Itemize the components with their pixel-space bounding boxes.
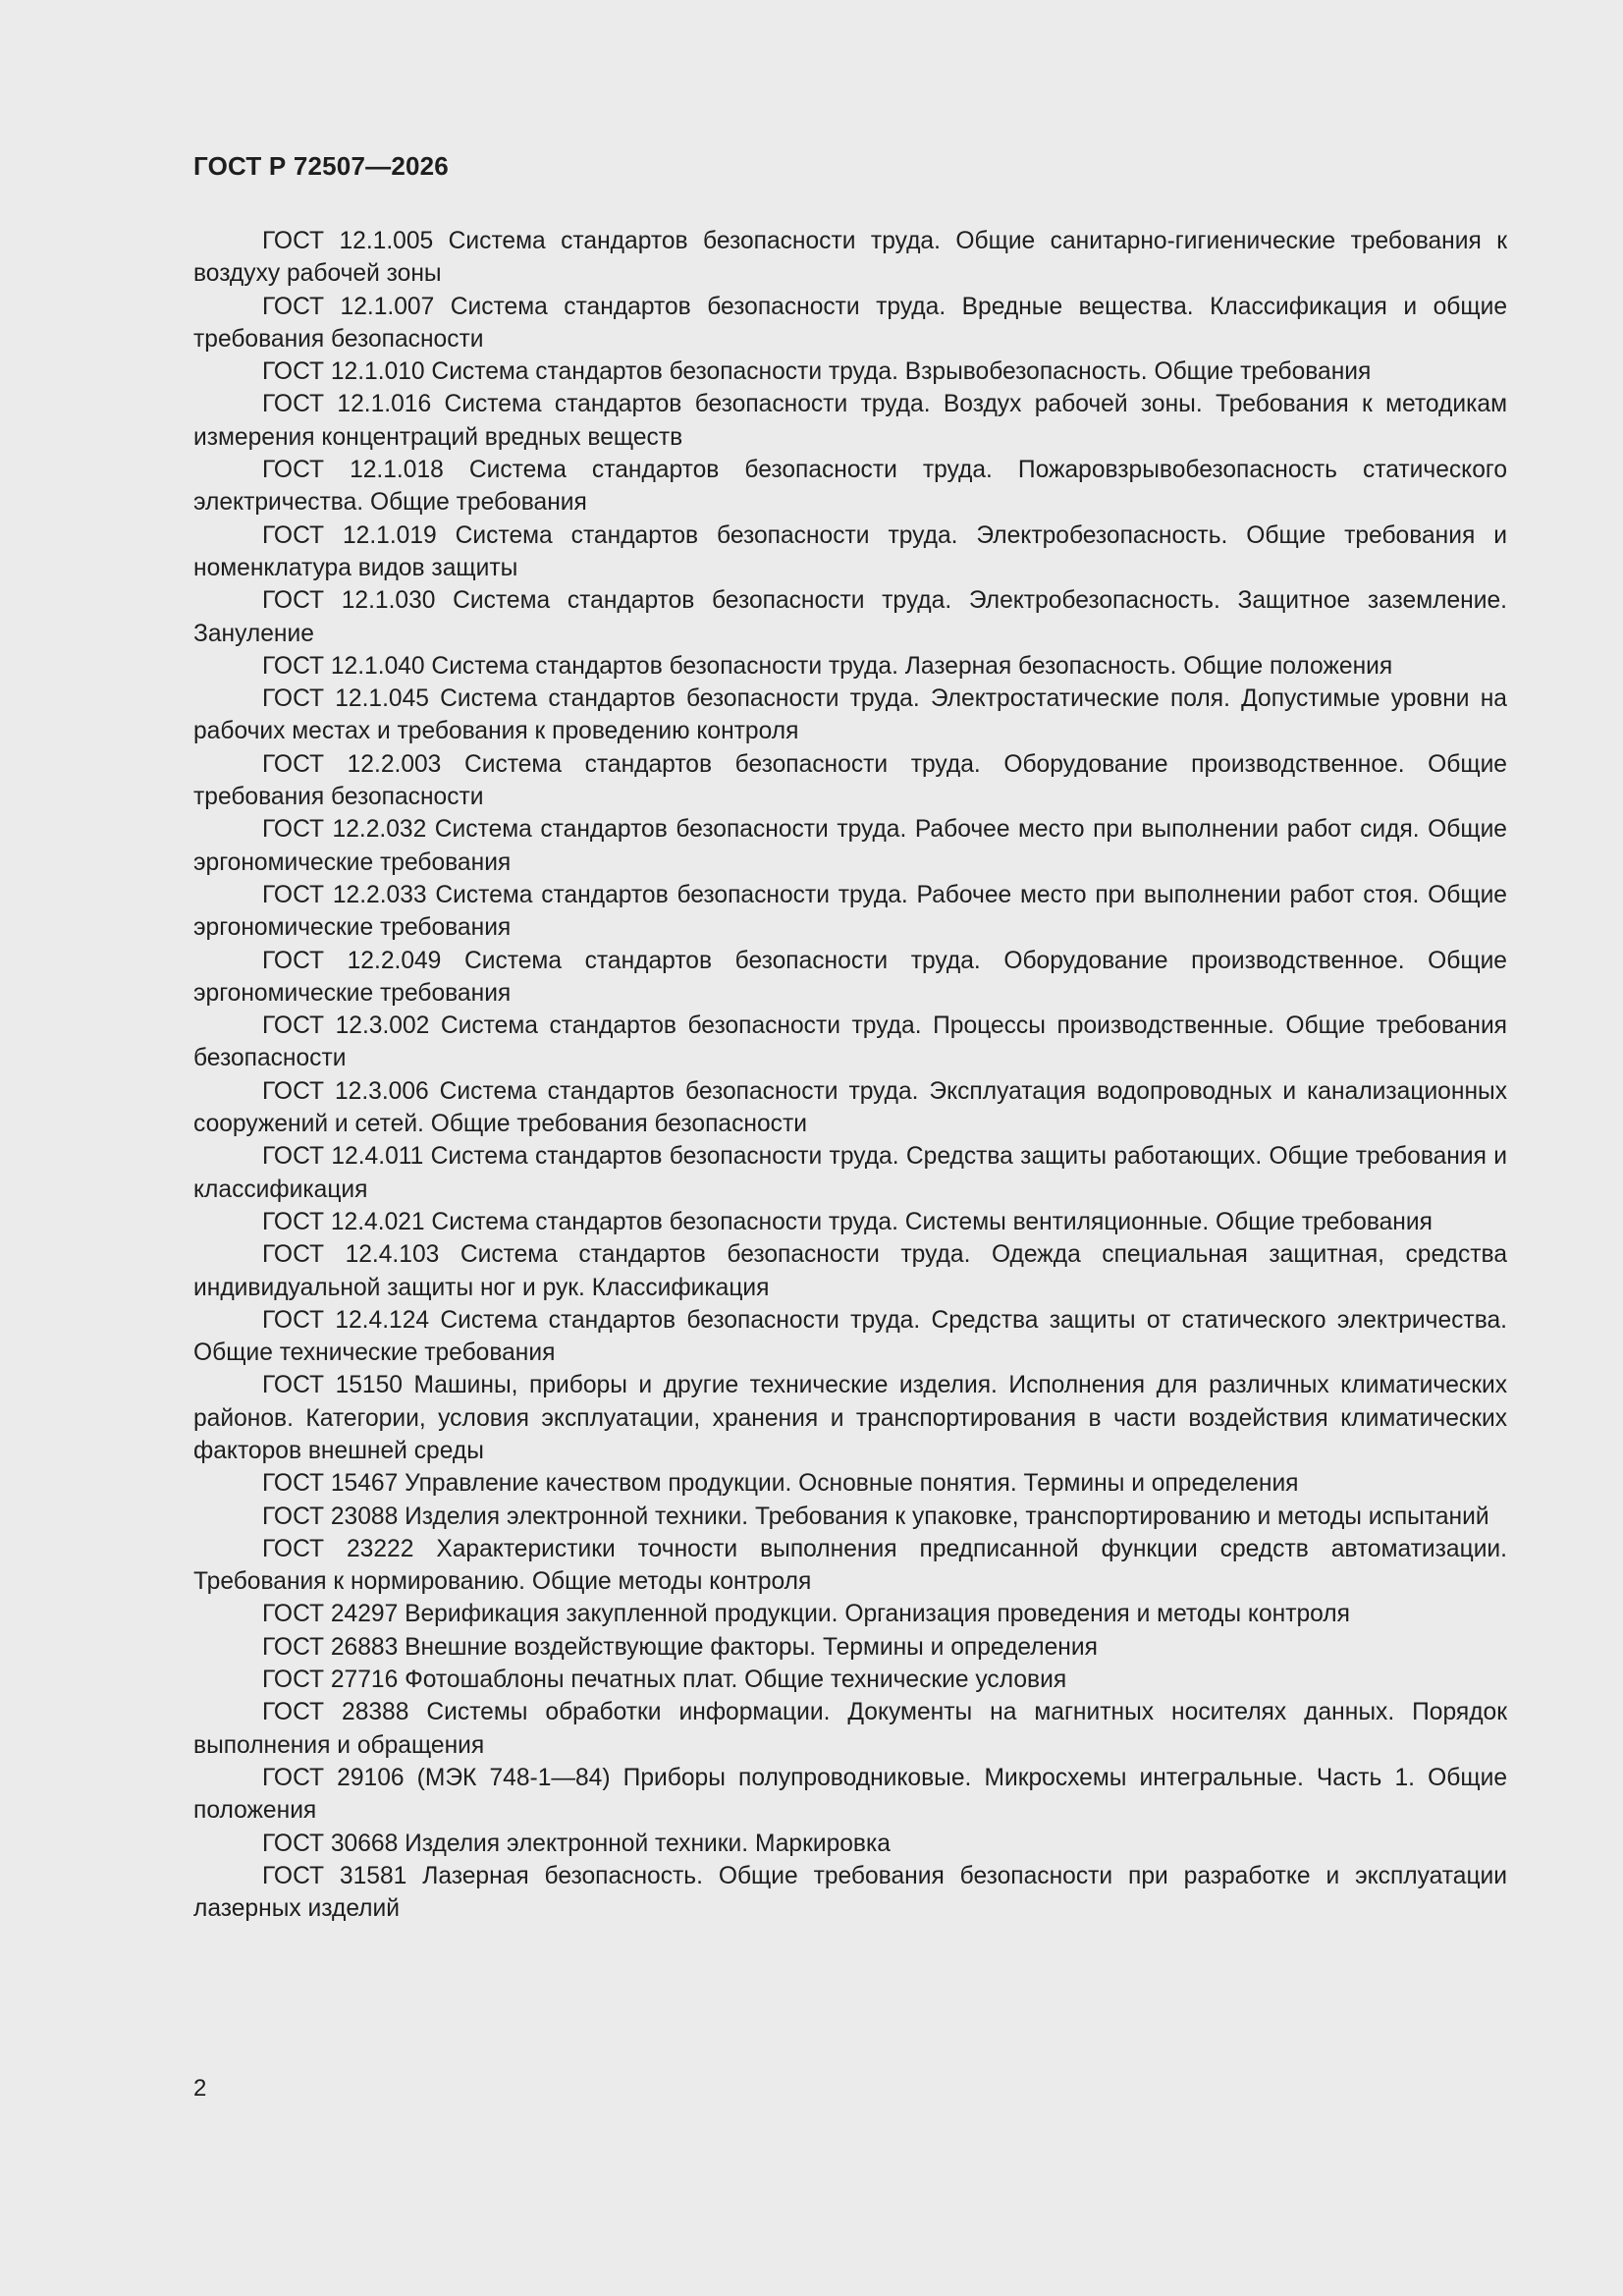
reference-item: ГОСТ 12.4.103 Система стандартов безопасности труда. Одежда специальная защитная, средства индивидуальной защиты ног и рук. Классификация bbox=[193, 1241, 1507, 1301]
reference-item: ГОСТ 23088 Изделия электронной техники. Требования к упаковке, транспортированию и методы испытаний bbox=[262, 1503, 1489, 1530]
reference-item: ГОСТ 12.1.016 Система стандартов безопасности труда. Воздух рабочей зоны. Требования к методикам измерения концентраций вредных веществ bbox=[193, 391, 1507, 451]
reference-item: ГОСТ 27716 Фотошаблоны печатных плат. Общие технические условия bbox=[262, 1667, 1067, 1694]
reference-item: ГОСТ 12.2.032 Система стандартов безопасности труда. Рабочее место при выполнении работ сидя. Общие эргономические требования bbox=[193, 816, 1507, 876]
reference-item: ГОСТ 12.1.019 Система стандартов безопасности труда. Электробезопасность. Общие требования и номенклатура видов защиты bbox=[193, 521, 1507, 581]
reference-item: ГОСТ 12.3.002 Система стандартов безопасности труда. Процессы производственные. Общие требования безопасности bbox=[193, 1012, 1507, 1072]
reference-item: ГОСТ 12.1.010 Система стандартов безопасности труда. Взрывобезопасность. Общие требования bbox=[262, 358, 1372, 386]
reference-item: ГОСТ 12.1.007 Система стандартов безопасности труда. Вредные вещества. Классификация и общие требования безопасности bbox=[193, 293, 1507, 353]
reference-item: ГОСТ 12.2.003 Система стандартов безопасности труда. Оборудование производственное. Общие требования безопасности bbox=[193, 750, 1507, 811]
document-header: ГОСТ Р 72507—2026 bbox=[193, 151, 449, 181]
reference-item: ГОСТ 31581 Лазерная безопасность. Общие требования безопасности при разработке и эксплуатации лазерных изделий bbox=[193, 1862, 1507, 1923]
normative-references-list bbox=[193, 225, 1507, 1925]
reference-item: ГОСТ 23222 Характеристики точности выполнения предписанной функции средств автоматизации. Требования к нормированию. Общие методы контроля bbox=[193, 1535, 1507, 1596]
reference-item: ГОСТ 12.1.040 Система стандартов безопасности труда. Лазерная безопасность. Общие положения bbox=[262, 652, 1393, 680]
reference-item: ГОСТ 12.2.049 Система стандартов безопасности труда. Оборудование производственное. Общие эргономические требования bbox=[193, 947, 1507, 1007]
reference-item: ГОСТ 12.1.030 Система стандартов безопасности труда. Электробезопасность. Защитное заземление. Зануление bbox=[193, 587, 1507, 647]
reference-item: ГОСТ 15467 Управление качеством продукции. Основные понятия. Термины и определения bbox=[262, 1470, 1299, 1498]
reference-item: ГОСТ 26883 Внешние воздействующие факторы. Термины и определения bbox=[262, 1633, 1098, 1661]
reference-item: ГОСТ 12.1.045 Система стандартов безопасности труда. Электростатические поля. Допустимые уровни на рабочих местах и требования к проведению контроля bbox=[193, 685, 1507, 745]
reference-item: ГОСТ 30668 Изделия электронной техники. Маркировка bbox=[262, 1830, 891, 1857]
reference-item: ГОСТ 12.2.033 Система стандартов безопасности труда. Рабочее место при выполнении работ стоя. Общие эргономические требования bbox=[193, 881, 1507, 942]
reference-item: ГОСТ 24297 Верификация закупленной продукции. Организация проведения и методы контроля bbox=[262, 1601, 1350, 1628]
reference-item: ГОСТ 12.1.018 Система стандартов безопасности труда. Пожаровзрывобезопасность статического электричества. Общие требования bbox=[193, 457, 1507, 517]
reference-item: ГОСТ 12.4.021 Система стандартов безопасности труда. Системы вентиляционные. Общие требования bbox=[262, 1208, 1433, 1235]
reference-item: ГОСТ 12.4.124 Система стандартов безопасности труда. Средства защиты от статического электричества. Общие технические требования bbox=[193, 1306, 1507, 1367]
page-number: 2 bbox=[193, 2075, 207, 2102]
reference-item: ГОСТ 29106 (МЭК 748-1—84) Приборы полупроводниковые. Микросхемы интегральные. Часть 1. Общие положения bbox=[193, 1764, 1507, 1825]
reference-item: ГОСТ 12.3.006 Система стандартов безопасности труда. Эксплуатация водопроводных и канализационных сооружений и сетей. Общие требования безопасности bbox=[193, 1077, 1507, 1138]
reference-item: ГОСТ 12.4.011 Система стандартов безопасности труда. Средства защиты работающих. Общие требования и классификация bbox=[193, 1143, 1507, 1203]
reference-item: ГОСТ 12.1.005 Система стандартов безопасности труда. Общие санитарно-гигиенические требования к воздуху рабочей зоны bbox=[193, 228, 1507, 288]
reference-item: ГОСТ 15150 Машины, приборы и другие технические изделия. Исполнения для различных климатических районов. Категории, условия эксплуатации, хранения и транспортирования в части воздействия климатических факторов внешней среды bbox=[193, 1372, 1507, 1464]
reference-item: ГОСТ 28388 Системы обработки информации. Документы на магнитных носителях данных. Порядок выполнения и обращения bbox=[193, 1699, 1507, 1759]
